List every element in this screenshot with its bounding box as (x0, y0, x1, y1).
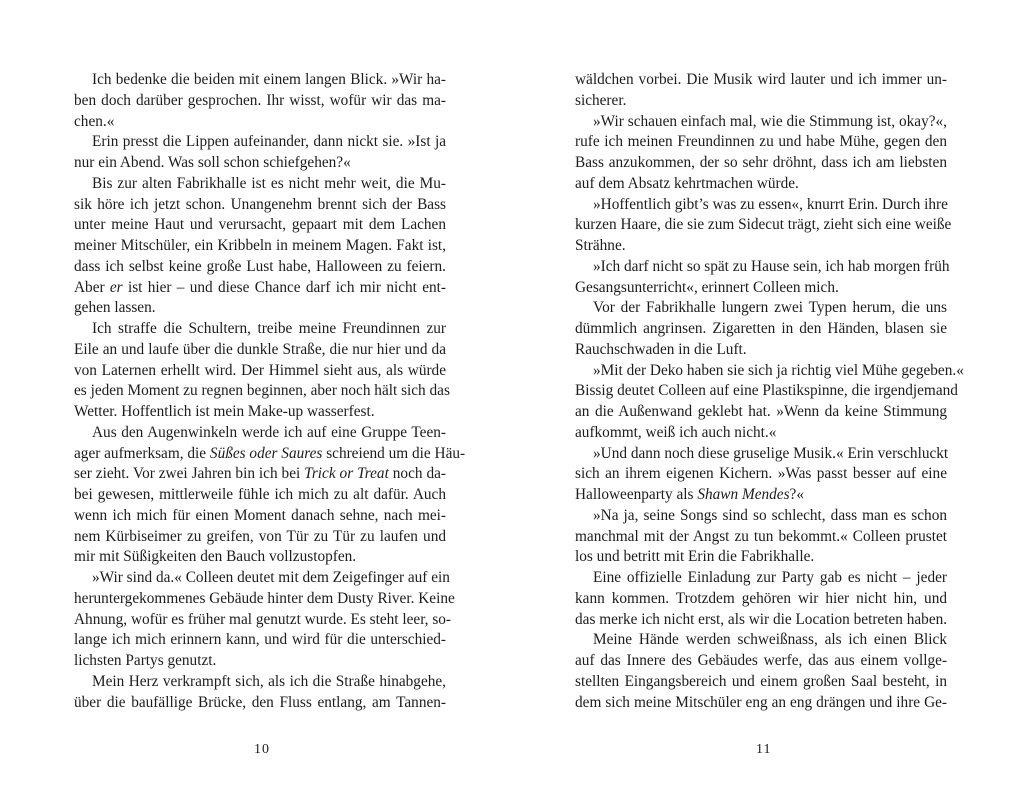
left-page-text (74, 70, 466, 713)
text-line: chen.« (74, 112, 115, 130)
right-page-number: 11 (756, 742, 772, 757)
text-line: über die baufällige Brücke, den Fluss entlang, am Tannen- (74, 693, 446, 711)
text-line: bei gewesen, mittlerweile fühle ich mich zu alt dafür. Auch (74, 486, 446, 503)
text-line: »Ich darf nicht so spät zu Hause sein, ich hab morgen früh (593, 257, 950, 275)
text-line: Halloweenparty als Shawn Mendes?« (575, 486, 804, 503)
text-line: Wetter. Hoffentlich ist mein Make-up wasserfest. (74, 403, 375, 420)
text-line: rufe ich meinen Freundinnen zu und habe Mühe, gegen den (575, 133, 947, 151)
text-line: Mein Herz verkrampft sich, als ich die Straße hinabgehe, (92, 672, 446, 690)
text-line: Ich bedenke die beiden mit einem langen Blick. »Wir ha- (92, 71, 446, 88)
text-line: das merke ich nicht erst, als wir die Location betreten haben. (575, 610, 948, 628)
text-line: kurzen Haare, die sie zum Sidecut trägt, zieht sich eine weiße (575, 216, 952, 234)
text-line: Bis zur alten Fabrikhalle ist es nicht mehr weit, die Mu- (92, 174, 446, 192)
right-page-text (575, 70, 964, 713)
text-line: Erin presst die Lippen aufeinander, dann nickt sie. »Ist ja (92, 133, 446, 151)
text-line: dümmlich angrinsen. Zigaretten in den Händen, blasen sie (575, 320, 947, 337)
text-line: lange ich mich erinnern kann, und wird für die unterschied- (74, 631, 446, 649)
text-line: Aber er ist hier – und diese Chance darf ich mir nicht ent- (74, 278, 447, 296)
text-line: unter meine Haut und verursacht, gepaart mit dem Lachen (74, 216, 446, 234)
text-line: stellten Eingangsbereich und einem großen Saal besteht, in (575, 672, 947, 690)
text-line: Eine offizielle Einladung zur Party gab es nicht – jeder (593, 569, 947, 586)
text-line: nem Kürbiseimer zu greifen, von Tür zu Tür zu laufen und (74, 527, 446, 545)
text-line: »Hoffentlich gibt’s was zu essen«, knurrt Erin. Durch ihre (593, 195, 948, 213)
text-line: Gesangsunterricht«, erinnert Colleen mich. (575, 278, 839, 296)
text-line: »Mit der Deko haben sie sich ja richtig viel Mühe gegeben.« (593, 361, 964, 379)
text-line: »Wir sind da.« Colleen deutet mit dem Zeigefinger auf ein (92, 569, 450, 586)
text-line: kann kommen. Trotzdem gehören wir hier nicht hin, und (575, 589, 947, 607)
text-line: auf das Innere des Gebäudes werfe, das aus einem vollge- (575, 652, 947, 669)
text-line: aufkommt, weiß ich auch nicht.« (575, 423, 777, 441)
text-line: ben doch darüber gesprochen. Ihr wisst, wofür wir das ma- (74, 91, 446, 109)
text-line: »Und dann noch diese gruselige Musik.« Erin verschluckt (593, 444, 949, 462)
text-line: gehen lassen. (74, 299, 156, 317)
text-line: dem sich meine Mitschüler eng an eng drängen und ihre Ge- (575, 693, 947, 711)
text-line: manchmal mit der Angst zu tun bekommt.« Colleen prustet (575, 527, 947, 545)
text-line: wenn ich mich für einen Moment danach sehne, nach mei- (74, 506, 446, 524)
text-line: von Laternen erhellt wird. Der Himmel sieht aus, als würde (74, 361, 446, 379)
text-line: »Na ja, seine Songs sind so schlecht, dass man es schon (593, 506, 947, 524)
text-line: dass ich selbst keine große Lust habe, Halloween zu feiern. (74, 257, 446, 275)
text-line: Bass anzukommen, der so sehr dröhnt, dass ich am liebsten (575, 154, 947, 171)
text-line: heruntergekommenes Gebäude hinter dem Dusty River. Keine (74, 589, 455, 607)
text-line: lichsten Partys genutzt. (74, 652, 217, 669)
text-line: Vor der Fabrikhalle lungern zwei Typen herum, die uns (593, 299, 947, 317)
text-line: nur ein Abend. Was soll schon schiefgehen?« (74, 154, 351, 171)
text-line: meiner Mitschüler, ein Kribbeln in meinem Magen. Fakt ist, (74, 237, 446, 254)
text-line: ager aufmerksam, die Süßes oder Saures schreiend um die Häu- (74, 444, 466, 462)
text-line: ser zieht. Vor zwei Jahren bin ich bei Trick or Treat noch da- (74, 465, 446, 483)
text-line: Aus den Augenwinkeln werde ich auf eine Gruppe Teen- (92, 423, 446, 441)
text-line: sich an ihrem eigenen Kichern. »Was passt besser auf eine (575, 465, 947, 483)
text-line: sik höre ich jetzt schon. Unangenehm brennt sich der Bass (74, 195, 446, 213)
left-page (74, 70, 466, 713)
text-line: es jeden Moment zu regnen beginnen, aber noch hält sich das (74, 382, 450, 400)
text-line: sicherer. (575, 91, 627, 109)
text-line: »Wir schauen einfach mal, wie die Stimmung ist, okay?«, (593, 112, 947, 130)
left-page-number: 10 (254, 742, 270, 757)
text-line: mir mit Süßigkeiten den Bauch vollzustopfen. (74, 548, 357, 566)
text-line: Strähne. (575, 237, 626, 254)
text-line: Eile an und laufe über die dunkle Straße, die nur hier und da (74, 340, 446, 358)
text-line: wäldchen vorbei. Die Musik wird lauter und ich immer un- (575, 71, 947, 88)
text-line: Rauchschwaden in die Luft. (575, 340, 747, 358)
text-line: Ahnung, wofür es früher mal genutzt wurde. Es steht leer, so- (74, 610, 452, 628)
text-line: Ich straffe die Schultern, treibe meine Freundinnen zur (92, 320, 446, 337)
text-line: Bissig deutet Colleen auf eine Plastikspinne, die irgendjemand (575, 382, 958, 400)
text-line: auf dem Absatz kehrtmachen würde. (575, 174, 799, 192)
text-line: Meine Hände werden schweißnass, als ich einen Blick (593, 631, 947, 649)
text-line: an die Außenwand geklebt hat. »Wenn da keine Stimmung (575, 403, 947, 420)
text-line: los und betritt mit Erin die Fabrikhalle. (575, 548, 815, 566)
right-page (575, 70, 964, 713)
